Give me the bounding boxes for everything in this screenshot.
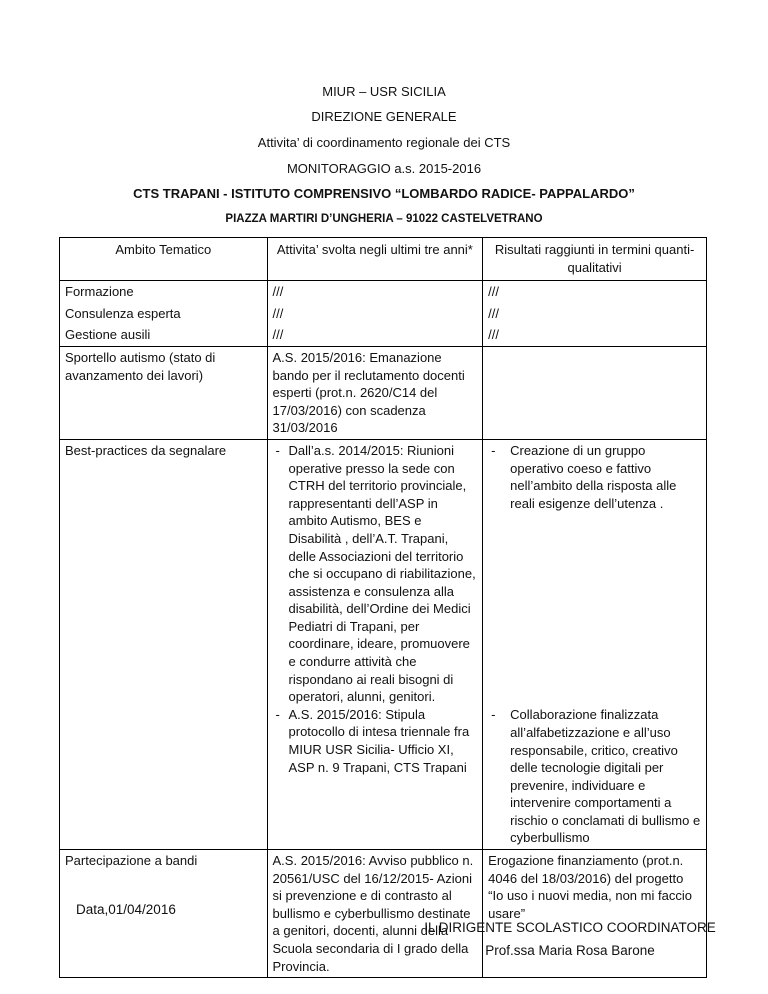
cell-risultati: /// <box>483 324 707 346</box>
cell-attivita: /// <box>267 281 483 303</box>
signer-title: IL DIRIGENTE SCOLASTICO COORDINATORE <box>424 920 716 935</box>
cell-risultati: Erogazione finanziamento (prot.n. 4046 del 18/03/2016) del progetto “Io uso i nuovi media, non mi faccio usare” <box>483 850 707 978</box>
table-header-row <box>60 238 707 281</box>
cell-risultati: /// <box>483 281 707 303</box>
cell-ambito: Formazione <box>60 281 268 303</box>
cell-risultati <box>483 346 707 439</box>
cell-risultati: /// <box>483 303 707 325</box>
table-row <box>60 303 707 325</box>
attivita-list <box>273 442 478 776</box>
column-header-ambito: Ambito Tematico <box>60 238 268 281</box>
cell-attivita: /// <box>267 324 483 346</box>
document-date: Data,01/04/2016 <box>76 902 176 917</box>
header-line-direzione: DIREZIONE GENERALE <box>311 109 457 124</box>
column-header-attivita: Attivita’ svolta negli ultimi tre anni* <box>267 238 483 281</box>
list-item: - Collaborazione finalizzata all’alfabetizzazione e all’uso responsabile, critico, creativo delle tecnologie digitali per prevenire, individuare e intervenire comportamenti a rischio o conclamati di bullismo e cyberbullismo <box>488 706 701 847</box>
cell-risultati <box>483 439 707 849</box>
cell-ambito: Best-practices da segnalare <box>60 439 268 849</box>
signer-name: Prof.ssa Maria Rosa Barone <box>485 943 655 958</box>
cell-ambito: Consulenza esperta <box>60 303 268 325</box>
table-row <box>60 324 707 346</box>
column-header-risultati: Risultati raggiunti in termini quanti-qualitativi <box>483 238 707 281</box>
table-row <box>60 439 707 849</box>
cell-attivita <box>267 439 483 849</box>
list-item: - A.S. 2015/2016: Stipula protocollo di intesa triennale fra MIUR USR Sicilia- Ufficio XI, ASP n. 9 Trapani, CTS Trapani <box>273 706 478 776</box>
cell-ambito: Gestione ausili <box>60 324 268 346</box>
cell-ambito: Partecipazione a bandi <box>60 850 268 978</box>
cell-attivita: /// <box>267 303 483 325</box>
header-line-monitoraggio: MONITORAGGIO a.s. 2015-2016 <box>286 161 482 176</box>
list-item: - Creazione di un gruppo operativo coeso e fattivo nell’ambito della risposta alle reali esigenze dell’utenza . <box>488 442 701 512</box>
monitoring-table <box>59 237 707 978</box>
list-item: - Dall’a.s. 2014/2015: Riunioni operative presso la sede con CTRH del territorio provinciale, rappresentanti dell’ASP in ambito Autismo, BES e Disabilità , dell’A.T. Trapani, delle Associazioni del territorio che si occupano di riabilitazione, assistenza e consulenza alla disabilità, dell’Ordine dei Medici Pediatri di Trapani, per coordinare, ideare, promuovere e condurre attività che rispondano ai reali bisogni di operatori, alunni, genitori. <box>273 442 478 706</box>
header-line-indirizzo: PIAZZA MARTIRI D’UNGHERIA – 91022 CASTELVETRANO <box>225 213 543 225</box>
header-line-istituto: CTS TRAPANI - ISTITUTO COMPRENSIVO “LOMBARDO RADICE- PAPPALARDO” <box>133 186 635 201</box>
cell-ambito: Sportello autismo (stato di avanzamento dei lavori) <box>60 346 268 439</box>
risultati-list <box>488 442 701 847</box>
table-row <box>60 281 707 303</box>
cell-attivita: A.S. 2015/2016: Avviso pubblico n. 20561/USC del 16/12/2015- Azioni si prevenzione e di contrasto al bullismo e cyberbullismo destinate a genitori, docenti, alunni della Scuola secondaria di I grado della Provincia. <box>267 850 483 978</box>
header-line-attivita: Attivita’ di coordinamento regionale dei CTS <box>257 135 511 150</box>
header-line-miur: MIUR – USR SICILIA <box>322 84 446 99</box>
table-row <box>60 346 707 439</box>
cell-attivita: A.S. 2015/2016: Emanazione bando per il reclutamento docenti esperti (prot.n. 2620/C14 del 17/03/2016) con scadenza 31/03/2016 <box>267 346 483 439</box>
